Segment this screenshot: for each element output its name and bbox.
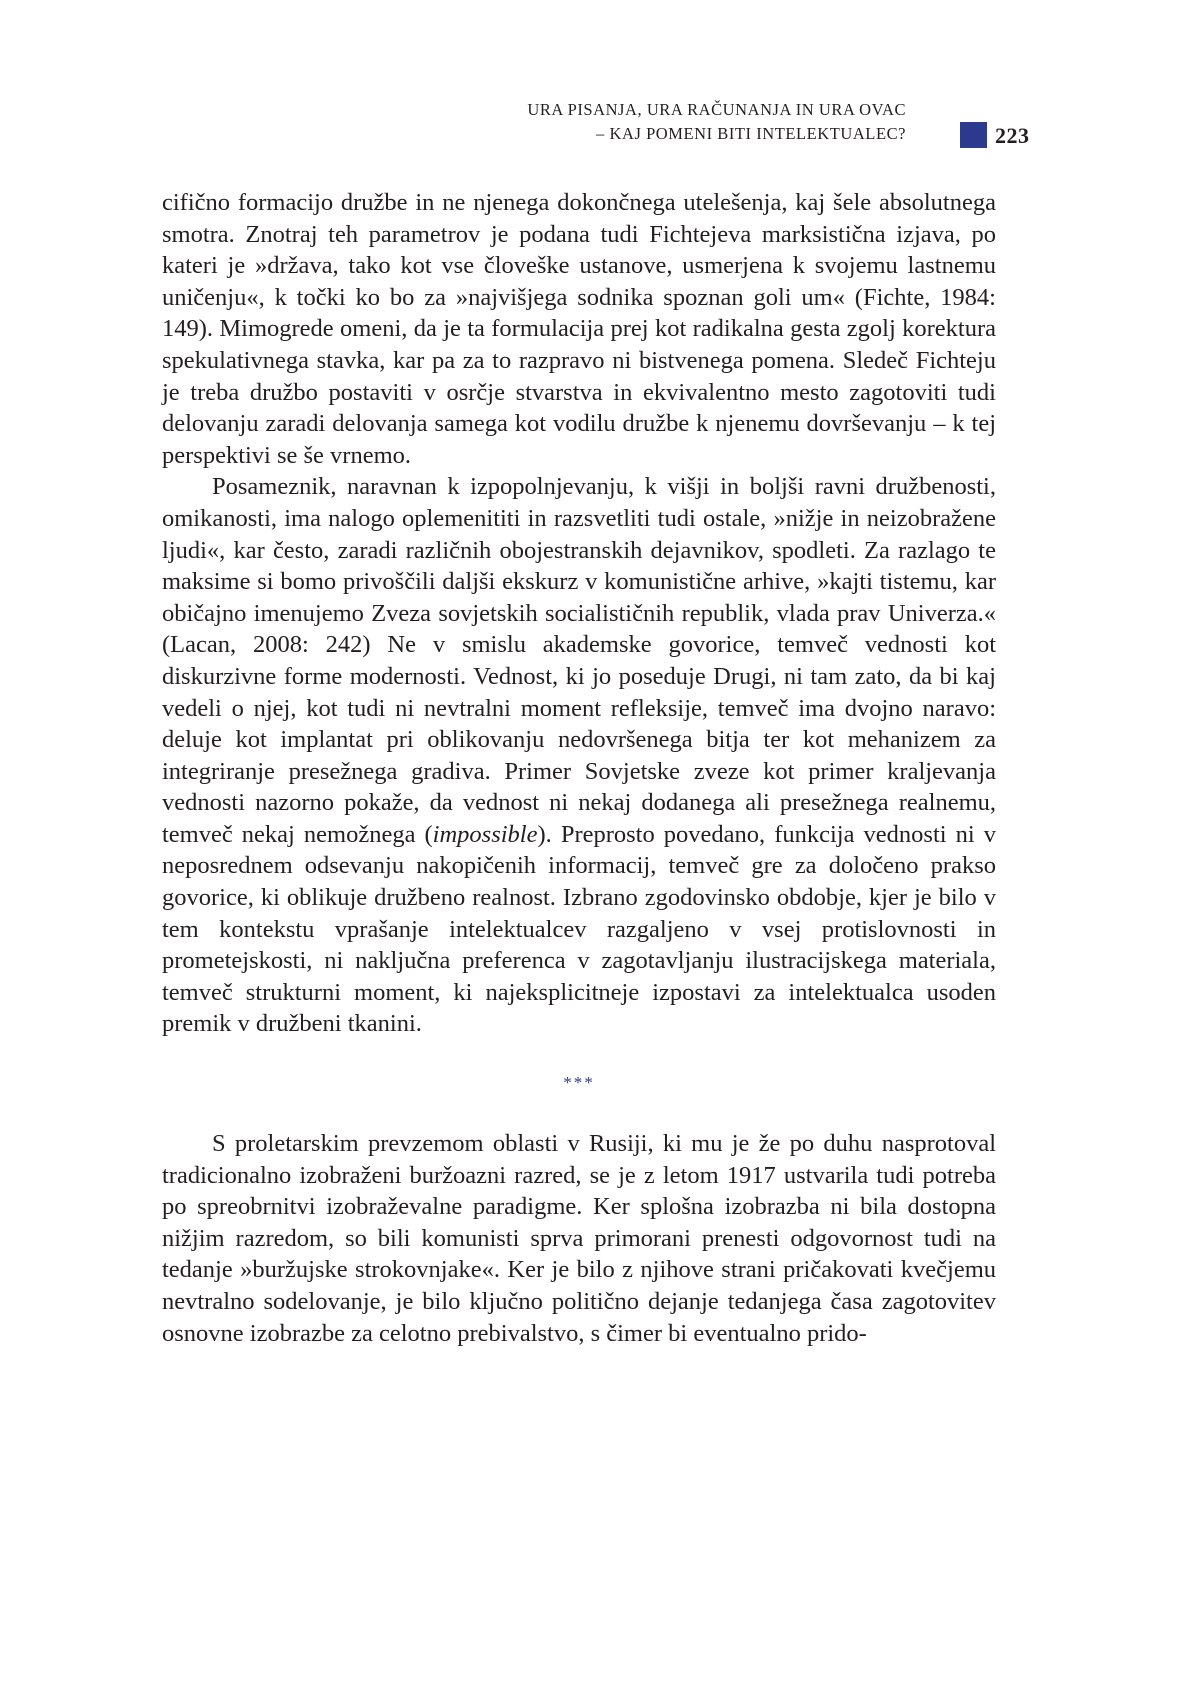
section-separator: *** bbox=[563, 1073, 595, 1093]
paragraph-2 bbox=[162, 471, 996, 1040]
accent-square-icon bbox=[960, 122, 987, 148]
paragraph-2-text-b: ). Preprosto povedano, funkcija vednosti ni v neposrednem odsevanju nakopičenih informacij, temveč gre za določeno prakso govorice, ki oblikuje družbeno realnost. Izbrano zgodovinsko obdobje, kjer je bilo v tem kontekstu vprašanje intelektualcev razgaljeno v vsej protislovnosti in prometejskosti, ni naključna preferenca v zagotavljanju ilustracijskega materiala, temveč strukturni moment, ki najeksplicitneje izpostavi za intelektualca usoden premik v družbeni tkanini. bbox=[162, 820, 996, 1038]
paragraph-2-text-a: Posameznik, naravnan k izpopolnjevanju, k višji in boljši ravni družbenosti, omikanosti, ima nalogo oplemenititi in razsvetliti tudi ostale, »nižje in neizobražene ljudi«, kar često, zaradi različnih obojestranskih dejavnikov, spodleti. Za razlago te maksime si bomo privoščili daljši ekskurz v komunistične arhive, »kajti tistemu, kar običajno imenujemo Zveza sovjetskih socialističnih republik, vlada prav Univerza.« (Lacan, 2008: 242) Ne v smislu akademske govorice, temveč vednosti kot diskurzivne forme modernosti. Vednost, ki jo poseduje Drugi, ni tam zato, da bi kaj vedeli o njej, kot tudi ni nevtralni moment refleksije, temveč ima dvojno naravo: deluje kot implantat pri oblikovanju nedovršenega bitja ter kot mehanizem za integriranje presežnega gradiva. Primer Sovjetske zveze kot primer kraljevanja vednosti nazorno pokaže, da vednost ni nekaj dodanega ali presežnega realnemu, temveč nekaj nemožnega ( bbox=[162, 473, 996, 848]
body-text bbox=[162, 187, 996, 1349]
running-title bbox=[527, 98, 906, 146]
paragraph-1: cifično formacijo družbe in ne njenega dokončnega utelešenja, kaj šele absolutnega smotra. Znotraj teh parametrov je podana tudi Fichtejeva marksistična izjava, po kateri je »država, tako kot vse človeške ustanove, usmerjena k svojemu lastnemu uničenju«, k točki ko bo za »najvišjega sodnika spoznan goli um« (Fichte, 1984: 149). Mimogrede omeni, da je ta formulacija prej kot radikalna gesta zgolj korektura spekulativnega stavka, kar pa za to razpravo ni bistvenega pomena. Sledeč Fichteju je treba družbo postaviti v osrčje stvarstva in ekvivalentno mesto zagotoviti tudi delovanju zaradi delovanja samega kot vodilu družbe k njenemu dovrševanju – k tej perspektivi se še vrnemo. bbox=[162, 189, 996, 469]
paragraph-3: S proletarskim prevzemom oblasti v Rusiji, ki mu je že po duhu nasprotoval tradicionalno izobraženi buržoazni razred, se je z letom 1917 ustvarila tudi potreba po spreobrnitvi izobraževalne paradigme. Ker splošna izobrazba ni bila dostopna nižjim razredom, so bili komunisti sprva primorani prenesti odgovornost tudi na tedanje »buržujske strokovnjake«. Ker je bilo z njihove strani pričakovati kvečjemu nevtralno sodelovanje, je bilo ključno politično dejanje tedanjega časa zagotovitev osnovne izobrazbe za celotno prebivalstvo, s čimer bi eventualno prido- bbox=[162, 1130, 996, 1347]
running-title-line-2: – KAJ POMENI BITI INTELEKTUALEC? bbox=[596, 124, 906, 143]
paragraph-2-italic: impossible bbox=[432, 820, 538, 848]
running-title-line-1: URA PISANJA, URA RAČUNANJA IN URA OVAC bbox=[527, 100, 906, 119]
page-number: 223 bbox=[995, 123, 1030, 148]
